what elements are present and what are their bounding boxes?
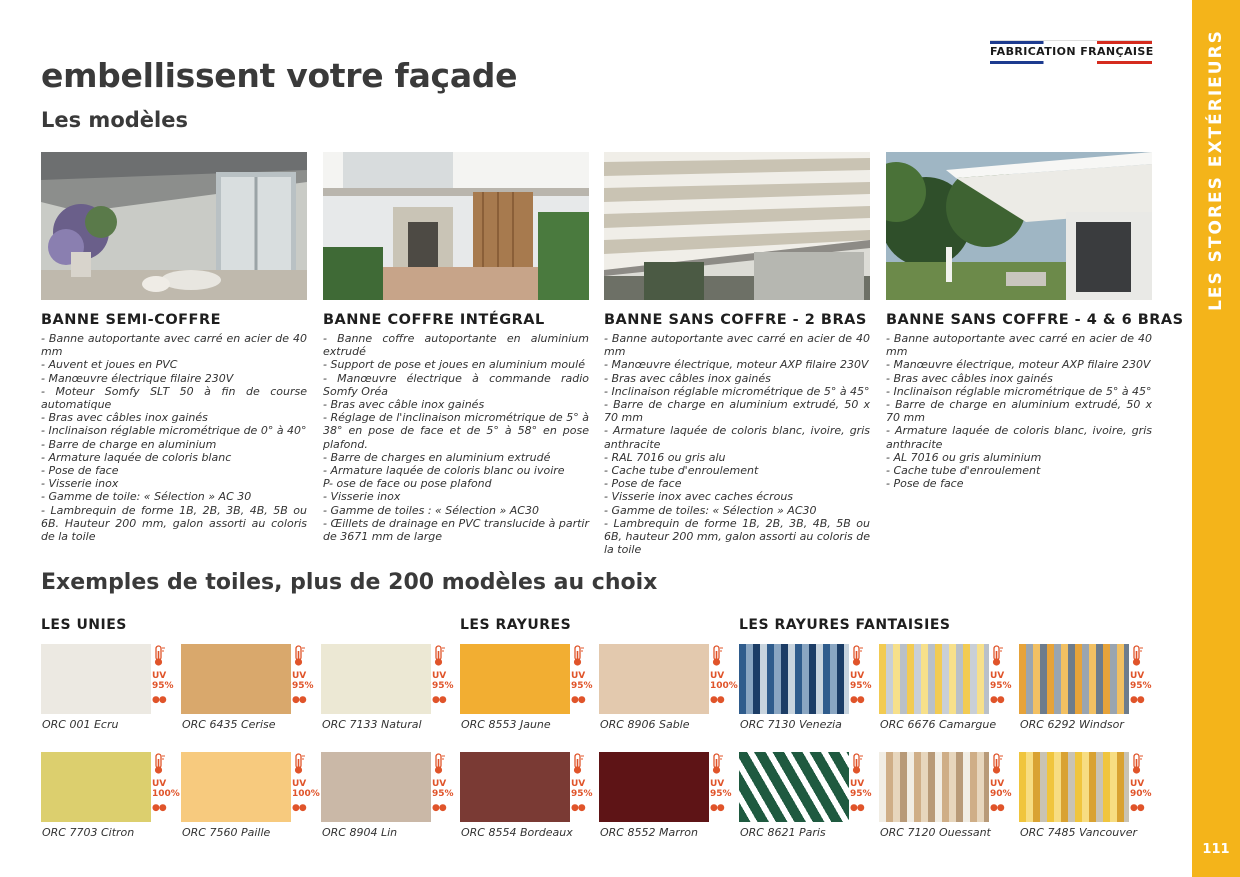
- side-title: LES STORES EXTÉRIEURS: [1206, 29, 1226, 311]
- fabric-color-chip: [739, 644, 849, 714]
- fabric-name: ORC 6292 Windsor: [1020, 718, 1124, 731]
- model-photo-sans-coffre-2-bras: [604, 152, 870, 300]
- eco-leaves-icon: ●●: [432, 695, 446, 705]
- spec-item: - Banne autoportante avec carré en acier de 40 mm: [886, 332, 1152, 359]
- eco-leaves-icon: ●●: [571, 695, 585, 705]
- uv-label: UV: [292, 779, 307, 789]
- eco-leaves-icon: ●●: [292, 695, 306, 705]
- uv-value: 95%: [710, 789, 732, 799]
- fabric-swatch: [739, 644, 877, 736]
- fabric-name: ORC 7560 Paille: [182, 826, 271, 839]
- model-name: BANNE SANS COFFRE - 4 & 6 BRAS: [886, 312, 1184, 328]
- uv-value: 95%: [571, 789, 593, 799]
- spec-item: - Auvent et joues en PVC: [41, 358, 178, 372]
- spec-item: - RAL 7016 ou gris alu: [604, 450, 726, 464]
- fabric-name: ORC 8904 Lin: [322, 826, 398, 839]
- uv-label: UV: [990, 671, 1005, 681]
- uv-protection-label: [990, 779, 1012, 799]
- uv-protection-label: [432, 671, 454, 691]
- spec-item: - Visserie inox avec caches écrous: [604, 490, 794, 504]
- fabric-name: ORC 7120 Ouessant: [880, 826, 991, 839]
- uv-label: UV: [1130, 779, 1145, 789]
- eco-leaves-icon: ●●: [990, 695, 1004, 705]
- spec-item: - Cache tube d'enroulement: [604, 464, 759, 478]
- page-title: embellissent votre façade: [41, 56, 518, 95]
- model-name: BANNE SANS COFFRE - 2 BRAS: [604, 312, 867, 328]
- made-in-france-badge: [990, 40, 1152, 64]
- model-photo-sans-coffre-4-6-bras: [886, 152, 1152, 300]
- flag-stripe-bottom: [990, 61, 1152, 64]
- thermometer-icon: [432, 753, 446, 775]
- spec-item: - Inclinaison réglable micrométrique de 0° à 40°: [41, 424, 307, 438]
- eco-leaves-icon: ●●: [152, 695, 166, 705]
- spec-item: - Gamme de toile: « Sélection » AC 30: [41, 490, 252, 504]
- fabric-swatch: [1019, 644, 1157, 736]
- uv-label: UV: [432, 671, 447, 681]
- spec-item: - Manœuvre électrique filaire 230V: [41, 371, 234, 385]
- model-card-sans-coffre-4-6-bras: [886, 152, 1184, 491]
- fabric-name: ORC 8553 Jaune: [461, 718, 551, 731]
- fabric-color-chip: [41, 644, 151, 714]
- spec-item: - Barre de charge en aluminium extrudé, 50 x 70 mm: [886, 398, 1152, 425]
- fabric-swatch: [41, 752, 179, 844]
- spec-item: - Manœuvre électrique à commande radio Somfy Oréa: [323, 371, 589, 398]
- spec-item: - Barre de charge en aluminium extrudé, 50 x 70 mm: [604, 398, 870, 425]
- uv-value: 95%: [152, 681, 174, 691]
- spec-item: - Bras avec câble inox gainés: [323, 398, 485, 412]
- spec-item: - Pose de face: [604, 477, 682, 491]
- section-title-models: Les modèles: [41, 108, 188, 132]
- uv-protection-label: [1130, 779, 1152, 799]
- uv-protection-label: [571, 671, 593, 691]
- uv-protection-label: [710, 779, 732, 799]
- uv-protection-label: [990, 671, 1012, 691]
- uv-value: 100%: [292, 789, 320, 799]
- uv-value: 90%: [1130, 789, 1152, 799]
- uv-protection-label: [850, 671, 872, 691]
- uv-label: UV: [571, 779, 586, 789]
- fabric-swatch: [1019, 752, 1157, 844]
- spec-item: - Armature laquée de coloris blanc: [41, 450, 232, 464]
- uv-value: 95%: [432, 789, 454, 799]
- fabric-name: ORC 7130 Venezia: [740, 718, 842, 731]
- eco-leaves-icon: ●●: [292, 803, 306, 813]
- uv-protection-label: [850, 779, 872, 799]
- uv-value: 95%: [850, 681, 872, 691]
- uv-value: 90%: [990, 789, 1012, 799]
- uv-value: 95%: [990, 681, 1012, 691]
- fabric-color-chip: [1019, 752, 1129, 822]
- thermometer-icon: [571, 753, 585, 775]
- uv-value: 95%: [292, 681, 314, 691]
- category-rayures: LES RAYURES: [460, 617, 572, 633]
- fabric-swatch: [460, 644, 598, 736]
- eco-leaves-icon: ●●: [710, 695, 724, 705]
- model-card-coffre-integral: [323, 152, 589, 543]
- fabric-name: ORC 6676 Camargue: [880, 718, 997, 731]
- fabric-swatch: [879, 752, 1017, 844]
- spec-item: - Visserie inox: [41, 477, 119, 491]
- uv-label: UV: [1130, 671, 1145, 681]
- spec-item: - Support de pose et joues en aluminium moulé: [323, 358, 585, 372]
- category-unies: LES UNIES: [41, 617, 127, 633]
- thermometer-icon: [571, 645, 585, 667]
- spec-item: - Visserie inox: [323, 490, 401, 504]
- uv-protection-label: [292, 671, 314, 691]
- fabric-name: ORC 8552 Marron: [600, 826, 698, 839]
- spec-item: - Lambrequin de forme 1B, 2B, 3B, 4B, 5B ou 6B. Hauteur 200 mm, galon assorti au coloris de la toile: [41, 503, 307, 544]
- uv-protection-label: [152, 779, 180, 799]
- fabric-color-chip: [1019, 644, 1129, 714]
- spec-item: - Barre de charge en aluminium: [41, 437, 217, 451]
- model-specs: [604, 332, 870, 556]
- category-rayures-fantaisies: LES RAYURES FANTAISIES: [739, 617, 951, 633]
- spec-item: - Moteur Somfy SLT 50 à fin de course automatique: [41, 384, 307, 412]
- uv-protection-label: [1130, 671, 1152, 691]
- uv-protection-label: [571, 779, 593, 799]
- eco-leaves-icon: ●●: [152, 803, 166, 813]
- eco-leaves-icon: ●●: [990, 803, 1004, 813]
- uv-label: UV: [850, 779, 865, 789]
- spec-item: - Manœuvre électrique, moteur AXP filaire 230V: [886, 358, 1151, 372]
- thermometer-icon: [850, 753, 864, 775]
- uv-label: UV: [571, 671, 586, 681]
- thermometer-icon: [152, 753, 166, 775]
- spec-item: - Bras avec câbles inox gainés: [604, 371, 771, 385]
- fabric-color-chip: [599, 752, 709, 822]
- fabric-name: ORC 7485 Vancouver: [1020, 826, 1138, 839]
- thermometer-icon: [990, 753, 1004, 775]
- fabric-color-chip: [739, 752, 849, 822]
- uv-label: UV: [432, 779, 447, 789]
- thermometer-icon: [710, 753, 724, 775]
- fabric-name: ORC 001 Ecru: [42, 718, 119, 731]
- eco-leaves-icon: ●●: [1130, 695, 1144, 705]
- spec-item: P- ose de face ou pose plafond: [323, 477, 492, 491]
- uv-protection-label: [710, 671, 738, 691]
- thermometer-icon: [710, 645, 724, 667]
- uv-label: UV: [710, 779, 725, 789]
- fabric-swatch: [321, 644, 459, 736]
- uv-protection-label: [292, 779, 320, 799]
- model-card-sans-coffre-2-bras: [604, 152, 870, 556]
- spec-item: - Banne autoportante avec carré en acier de 40 mm: [41, 332, 307, 359]
- spec-item: - Bras avec câbles inox gainés: [41, 411, 208, 425]
- spec-item: - Gamme de toiles: « Sélection » AC30: [604, 503, 817, 517]
- badge-label: FABRICATION FRANÇAISE: [990, 45, 1154, 58]
- uv-label: UV: [710, 671, 725, 681]
- spec-item: - Armature laquée de coloris blanc, ivoire, gris anthracite: [886, 424, 1152, 451]
- fabric-name: ORC 6435 Cerise: [182, 718, 276, 731]
- thermometer-icon: [292, 645, 306, 667]
- thermometer-icon: [850, 645, 864, 667]
- fabric-name: ORC 8621 Paris: [740, 826, 826, 839]
- eco-leaves-icon: ●●: [850, 695, 864, 705]
- uv-protection-label: [152, 671, 174, 691]
- uv-label: UV: [152, 779, 167, 789]
- fabric-swatch: [599, 644, 737, 736]
- model-name: BANNE COFFRE INTÉGRAL: [323, 312, 545, 328]
- uv-value: 95%: [850, 789, 872, 799]
- thermometer-icon: [292, 753, 306, 775]
- uv-protection-label: [432, 779, 454, 799]
- fabric-color-chip: [460, 752, 570, 822]
- page-number: 111: [1202, 842, 1230, 857]
- fabric-color-chip: [321, 644, 431, 714]
- spec-item: - Cache tube d'enroulement: [886, 464, 1041, 478]
- model-specs: [323, 332, 589, 543]
- fabric-name: ORC 7133 Natural: [322, 718, 422, 731]
- uv-value: 95%: [432, 681, 454, 691]
- eco-leaves-icon: ●●: [710, 803, 724, 813]
- uv-value: 100%: [710, 681, 738, 691]
- spec-item: - Banne autoportante avec carré en acier de 40 mm: [604, 332, 870, 359]
- spec-item: - Lambrequin de forme 1B, 2B, 3B, 4B, 5B ou 6B, hauteur 200 mm, galon assorti au coloris de la toile: [604, 516, 870, 557]
- spec-item: - Pose de face: [41, 464, 119, 478]
- fabric-name: ORC 8906 Sable: [600, 718, 690, 731]
- model-card-semi-coffre: [41, 152, 307, 543]
- spec-item: - Pose de face: [886, 477, 964, 491]
- uv-value: 95%: [1130, 681, 1152, 691]
- spec-item: - Bras avec câbles inox gainés: [886, 371, 1053, 385]
- thermometer-icon: [1130, 645, 1144, 667]
- spec-item: - Inclinaison réglable micrométrique de 5° à 45°: [886, 384, 1152, 398]
- fabric-color-chip: [879, 644, 989, 714]
- fabric-color-chip: [879, 752, 989, 822]
- fabric-swatch: [181, 752, 319, 844]
- thermometer-icon: [152, 645, 166, 667]
- fabric-swatch: [181, 644, 319, 736]
- fabric-name: ORC 7703 Citron: [42, 826, 135, 839]
- eco-leaves-icon: ●●: [850, 803, 864, 813]
- uv-value: 95%: [571, 681, 593, 691]
- model-photo-semi-coffre: [41, 152, 307, 300]
- spec-item: - Armature laquée de coloris blanc ou ivoire: [323, 464, 565, 478]
- model-photo-coffre-integral: [323, 152, 589, 300]
- uv-label: UV: [152, 671, 167, 681]
- fabric-color-chip: [181, 752, 291, 822]
- fabric-color-chip: [41, 752, 151, 822]
- uv-label: UV: [292, 671, 307, 681]
- thermometer-icon: [1130, 753, 1144, 775]
- spec-item: - Gamme de toiles : « Sélection » AC30: [323, 503, 539, 517]
- fabric-swatch: [41, 644, 179, 736]
- eco-leaves-icon: ●●: [1130, 803, 1144, 813]
- fabric-color-chip: [460, 644, 570, 714]
- uv-label: UV: [990, 779, 1005, 789]
- spec-item: - AL 7016 ou gris aluminium: [886, 450, 1042, 464]
- fabric-swatch: [739, 752, 877, 844]
- fabric-swatch: [599, 752, 737, 844]
- fabric-color-chip: [181, 644, 291, 714]
- section-title-fabrics: Exemples de toiles, plus de 200 modèles au choix: [41, 570, 658, 595]
- uv-label: UV: [850, 671, 865, 681]
- eco-leaves-icon: ●●: [432, 803, 446, 813]
- spec-item: - Manœuvre électrique, moteur AXP filaire 230V: [604, 358, 869, 372]
- flag-stripe-top: [990, 40, 1152, 44]
- model-specs: [41, 332, 307, 543]
- spec-item: - Barre de charges en aluminium extrudé: [323, 450, 551, 464]
- model-name: BANNE SEMI-COFFRE: [41, 312, 222, 328]
- eco-leaves-icon: ●●: [571, 803, 585, 813]
- thermometer-icon: [990, 645, 1004, 667]
- fabric-swatch: [879, 644, 1017, 736]
- model-specs: [886, 332, 1152, 490]
- spec-item: - Armature laquée de coloris blanc, ivoire, gris anthracite: [604, 424, 870, 451]
- spec-item: - Réglage de l'inclinaison micrométrique de 5° à 38° en pose de face et de 5° à 58° en pose plafond.: [323, 411, 589, 451]
- fabric-color-chip: [599, 644, 709, 714]
- fabric-swatch: [460, 752, 598, 844]
- fabric-color-chip: [321, 752, 431, 822]
- fabric-name: ORC 8554 Bordeaux: [461, 826, 573, 839]
- spec-item: - Œillets de drainage en PVC translucide à partir de 3671 mm de large: [323, 516, 589, 544]
- fabric-swatch: [321, 752, 459, 844]
- thermometer-icon: [432, 645, 446, 667]
- uv-value: 100%: [152, 789, 180, 799]
- spec-item: - Banne coffre autoportante en aluminium extrudé: [323, 332, 589, 359]
- spec-item: - Inclinaison réglable micrométrique de 5° à 45°: [604, 384, 870, 398]
